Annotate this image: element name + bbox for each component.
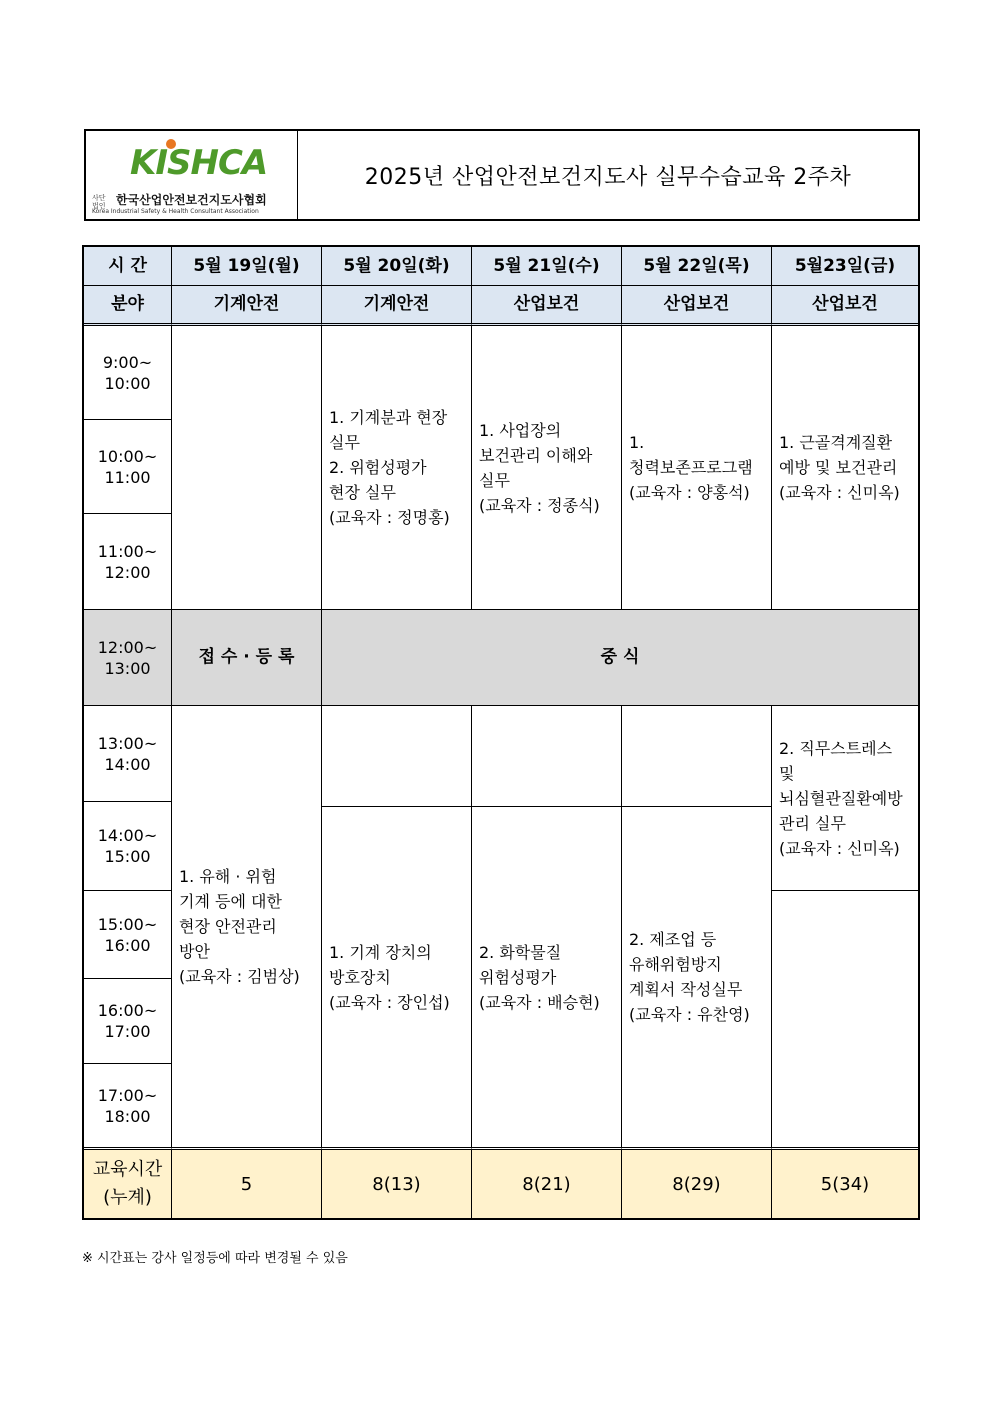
hours-fri: 5(34): [772, 1150, 918, 1218]
header-date-mon: 5월 19일(월): [172, 247, 322, 286]
logo-english-name: Korea Industrial Safety & Health Consultant Association: [92, 208, 259, 215]
hours-mon: 5: [172, 1150, 322, 1218]
logo: [86, 131, 298, 219]
header-date-tue: 5월 20일(화): [322, 247, 472, 286]
field-mon: 기계안전: [172, 286, 322, 326]
logo-wordmark: KISHCA: [130, 143, 268, 183]
afternoon-thu-session: 2. 제조업 등 유해위험방지 계획서 작성실무 (교육자 : 유찬영): [622, 807, 772, 1150]
afternoon-fri-session: 2. 직무스트레스 및 뇌심혈관질환예방 관리 실무 (교육자 : 신미옥): [772, 706, 918, 891]
lunch-cell: 중 식: [322, 610, 918, 706]
afternoon-tue-empty: [322, 706, 472, 807]
afternoon-mon-session: 1. 유해 · 위험 기계 등에 대한 현장 안전관리 방안 (교육자 : 김범상): [172, 706, 322, 1150]
time-slot-1700: 17:00~ 18:00: [84, 1064, 172, 1150]
field-wed: 산업보건: [472, 286, 622, 326]
hours-label: 교육시간 (누계): [84, 1150, 172, 1218]
afternoon-fri-empty: [772, 891, 918, 1150]
morning-fri-session: 1. 근골격계질환 예방 및 보건관리 (교육자 : 신미옥): [772, 326, 918, 610]
time-slot-1300: 13:00~ 14:00: [84, 706, 172, 802]
time-slot-1200: 12:00~ 13:00: [84, 610, 172, 706]
field-tue: 기계안전: [322, 286, 472, 326]
header-date-fri: 5월23일(금): [772, 247, 918, 286]
hours-wed: 8(21): [472, 1150, 622, 1218]
document-header: [84, 129, 920, 221]
morning-thu-session: 1. 청력보존프로그램 (교육자 : 양홍석): [622, 326, 772, 610]
afternoon-tue-session: 1. 기계 장치의 방호장치 (교육자 : 장인섭): [322, 807, 472, 1150]
logo-korean-name: 한국산업안전보건지도사협회: [116, 193, 267, 207]
time-slot-0900: 9:00~ 10:00: [84, 326, 172, 420]
morning-mon-empty: [172, 326, 322, 610]
afternoon-wed-session: 2. 화학물질 위험성평가 (교육자 : 배승현): [472, 807, 622, 1150]
afternoon-wed-empty: [472, 706, 622, 807]
time-slot-1100: 11:00~ 12:00: [84, 514, 172, 610]
hours-tue: 8(13): [322, 1150, 472, 1218]
time-slot-1500: 15:00~ 16:00: [84, 891, 172, 979]
header-field-label: 분야: [84, 286, 172, 326]
field-thu: 산업보건: [622, 286, 772, 326]
afternoon-thu-empty: [622, 706, 772, 807]
page-title: 2025년 산업안전보건지도사 실무수습교육 2주차: [364, 164, 852, 190]
time-slot-1400: 14:00~ 15:00: [84, 802, 172, 891]
schedule-note: ※ 시간표는 강사 일정등에 따라 변경될 수 있음: [82, 1251, 348, 1266]
field-fri: 산업보건: [772, 286, 918, 326]
header-date-thu: 5월 22일(목): [622, 247, 772, 286]
morning-tue-session: 1. 기계분과 현장 실무 2. 위험성평가 현장 실무 (교육자 : 정명홍): [322, 326, 472, 610]
morning-wed-session: 1. 사업장의 보건관리 이해와 실무 (교육자 : 정종식): [472, 326, 622, 610]
schedule-table: [82, 245, 920, 1220]
header-time: 시 간: [84, 247, 172, 286]
registration-cell: 접 수 · 등 록: [172, 610, 322, 706]
time-slot-1600: 16:00~ 17:00: [84, 979, 172, 1064]
logo-small-text: 사단 법인: [92, 194, 106, 210]
hours-thu: 8(29): [622, 1150, 772, 1218]
time-slot-1000: 10:00~ 11:00: [84, 420, 172, 514]
header-date-wed: 5월 21일(수): [472, 247, 622, 286]
